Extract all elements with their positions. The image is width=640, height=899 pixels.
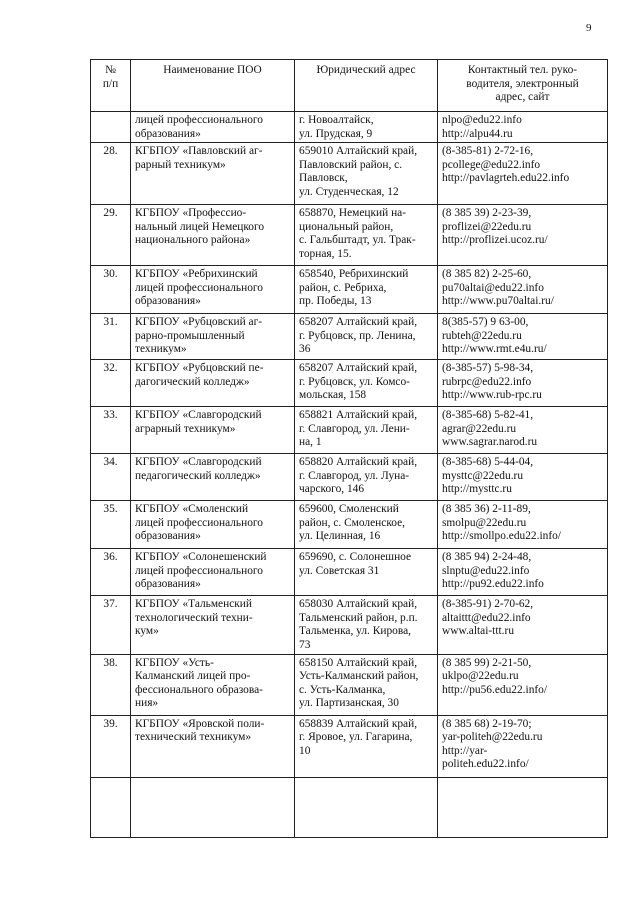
row-contacts: (8-385-81) 2-72-16, pcollege@edu22.info http://pavlagrteh.edu22.info (438, 143, 608, 205)
row-contacts: (8 385 82) 2-25-60, pu70altai@edu22.info http://www.pu70altai.ru/ (438, 266, 608, 314)
row-number: 31. (91, 314, 131, 360)
row-name: КГБПОУ «Солонешенский лицей профессионального образования» (131, 549, 295, 596)
row-address: 658207 Алтайский край, г. Рубцовск, ул. Комсо- мольская, 158 (295, 360, 438, 407)
row-contacts: (8-385-57) 5-98-34, rubrpc@edu22.info http://www.rub-rpc.ru (438, 360, 608, 407)
row-contacts: (8 385 36) 2-11-89, smolpu@22edu.ru http://smollpo.edu22.info/ (438, 501, 608, 549)
row-address: 659010 Алтайский край, Павловский район, с. Павловск, ул. Студенческая, 12 (295, 143, 438, 205)
table-row (91, 314, 608, 360)
row-address: 659690, с. Солонешное ул. Советская 31 (295, 549, 438, 596)
row-address: г. Новоалтайск, ул. Прудская, 9 (295, 112, 438, 143)
page-number: 9 (586, 22, 592, 34)
row-contacts: (8-385-91) 2-70-62, altaittt@edu22.info www.altai-ttt.ru (438, 596, 608, 654)
row-number: 30. (91, 266, 131, 314)
row-number: 28. (91, 143, 131, 205)
row-name: КГБПОУ «Профессио- нальный лицей Немецкого национального района» (131, 205, 295, 266)
row-contacts: 8(385-57) 9 63-00, rubteh@22edu.ru http://www.rmt.e4u.ru/ (438, 314, 608, 360)
row-contacts: (8-385-68) 5-44-04, mysttc@22edu.ru http://mysttc.ru (438, 454, 608, 501)
row-number: 34. (91, 454, 131, 501)
row-name: КГБПОУ «Рубцовский пе- дагогический колледж» (131, 360, 295, 407)
row-name: КГБПОУ «Рубцовский аг- рарно-промышленный техникум» (131, 314, 295, 360)
header-contacts: Контактный тел. руко- водителя, электронный адрес, сайт (438, 60, 608, 112)
row-contacts: (8 385 68) 2-19-70; yar-politeh@22edu.ru http://yar- politeh.edu22.info/ (438, 715, 608, 777)
row-name: КГБПОУ «Славгородский педагогический колледж» (131, 454, 295, 501)
row-contacts: nlpo@edu22.info http://alpu44.ru (438, 112, 608, 143)
row-name: КГБПОУ «Усть- Калманский лицей про- фессионального образова- ния» (131, 654, 295, 715)
row-address: 659600, Смоленский район, с. Смоленское, ул. Целинная, 16 (295, 501, 438, 549)
table-header-row (91, 60, 608, 112)
row-name: КГБПОУ «Ребрихинский лицей профессионального образования» (131, 266, 295, 314)
row-address: 658839 Алтайский край, г. Яровое, ул. Гагарина, 10 (295, 715, 438, 777)
header-name: Наименование ПОО (131, 60, 295, 112)
row-name: лицей профессионального образования» (131, 112, 295, 143)
row-contacts: (8-385-68) 5-82-41, agrar@22edu.ru www.sagrar.narod.ru (438, 407, 608, 454)
table-row (91, 112, 608, 143)
row-address: 658540, Ребрихинский район, с. Ребриха, пр. Победы, 13 (295, 266, 438, 314)
row-name (131, 777, 295, 837)
institutions-table (90, 59, 608, 838)
table-row (91, 454, 608, 501)
row-name: КГБПОУ «Павловский аг- рарный техникум» (131, 143, 295, 205)
table-row (91, 407, 608, 454)
table-row (91, 715, 608, 777)
row-number: 29. (91, 205, 131, 266)
row-address: 658820 Алтайский край, г. Славгород, ул. Луна- чарского, 146 (295, 454, 438, 501)
row-name: КГБПОУ «Тальменский технологический техни- кум» (131, 596, 295, 654)
table-row (91, 143, 608, 205)
table-row (91, 654, 608, 715)
row-address: 658821 Алтайский край, г. Славгород, ул. Лени- на, 1 (295, 407, 438, 454)
row-address: 658207 Алтайский край, г. Рубцовск, пр. Ленина, 36 (295, 314, 438, 360)
row-name: КГБПОУ «Яровской поли- технический техникум» (131, 715, 295, 777)
row-contacts (438, 777, 608, 837)
row-contacts: (8 385 94) 2-24-48, slnptu@edu22.info http://pu92.edu22.info (438, 549, 608, 596)
table-row (91, 501, 608, 549)
table-row (91, 596, 608, 654)
row-number: 36. (91, 549, 131, 596)
row-name: КГБПОУ «Смоленский лицей профессионального образования» (131, 501, 295, 549)
row-number: 35. (91, 501, 131, 549)
table-row (91, 360, 608, 407)
row-contacts: (8 385 39) 2-23-39, proflizei@22edu.ru http://proflizei.ucoz.ru/ (438, 205, 608, 266)
row-number: 39. (91, 715, 131, 777)
row-name: КГБПОУ «Славгородский аграрный техникум» (131, 407, 295, 454)
table-row (91, 777, 608, 837)
row-number: 33. (91, 407, 131, 454)
row-address (295, 777, 438, 837)
table-row (91, 549, 608, 596)
header-address: Юридический адрес (295, 60, 438, 112)
header-number: № п/п (91, 60, 131, 112)
row-address: 658870, Немецкий на- циональный район, с. Гальбштадт, ул. Трак- торная, 15. (295, 205, 438, 266)
row-number: 37. (91, 596, 131, 654)
row-number: 32. (91, 360, 131, 407)
row-contacts: (8 385 99) 2-21-50, uklpo@22edu.ru http://pu56.edu22.info/ (438, 654, 608, 715)
row-number (91, 112, 131, 143)
row-number (91, 777, 131, 837)
row-address: 658030 Алтайский край, Тальменский район, р.п. Тальменка, ул. Кирова, 73 (295, 596, 438, 654)
table-row (91, 266, 608, 314)
row-address: 658150 Алтайский край, Усть-Калманский район, с. Усть-Калманка, ул. Партизанская, 30 (295, 654, 438, 715)
row-number: 38. (91, 654, 131, 715)
table-row (91, 205, 608, 266)
